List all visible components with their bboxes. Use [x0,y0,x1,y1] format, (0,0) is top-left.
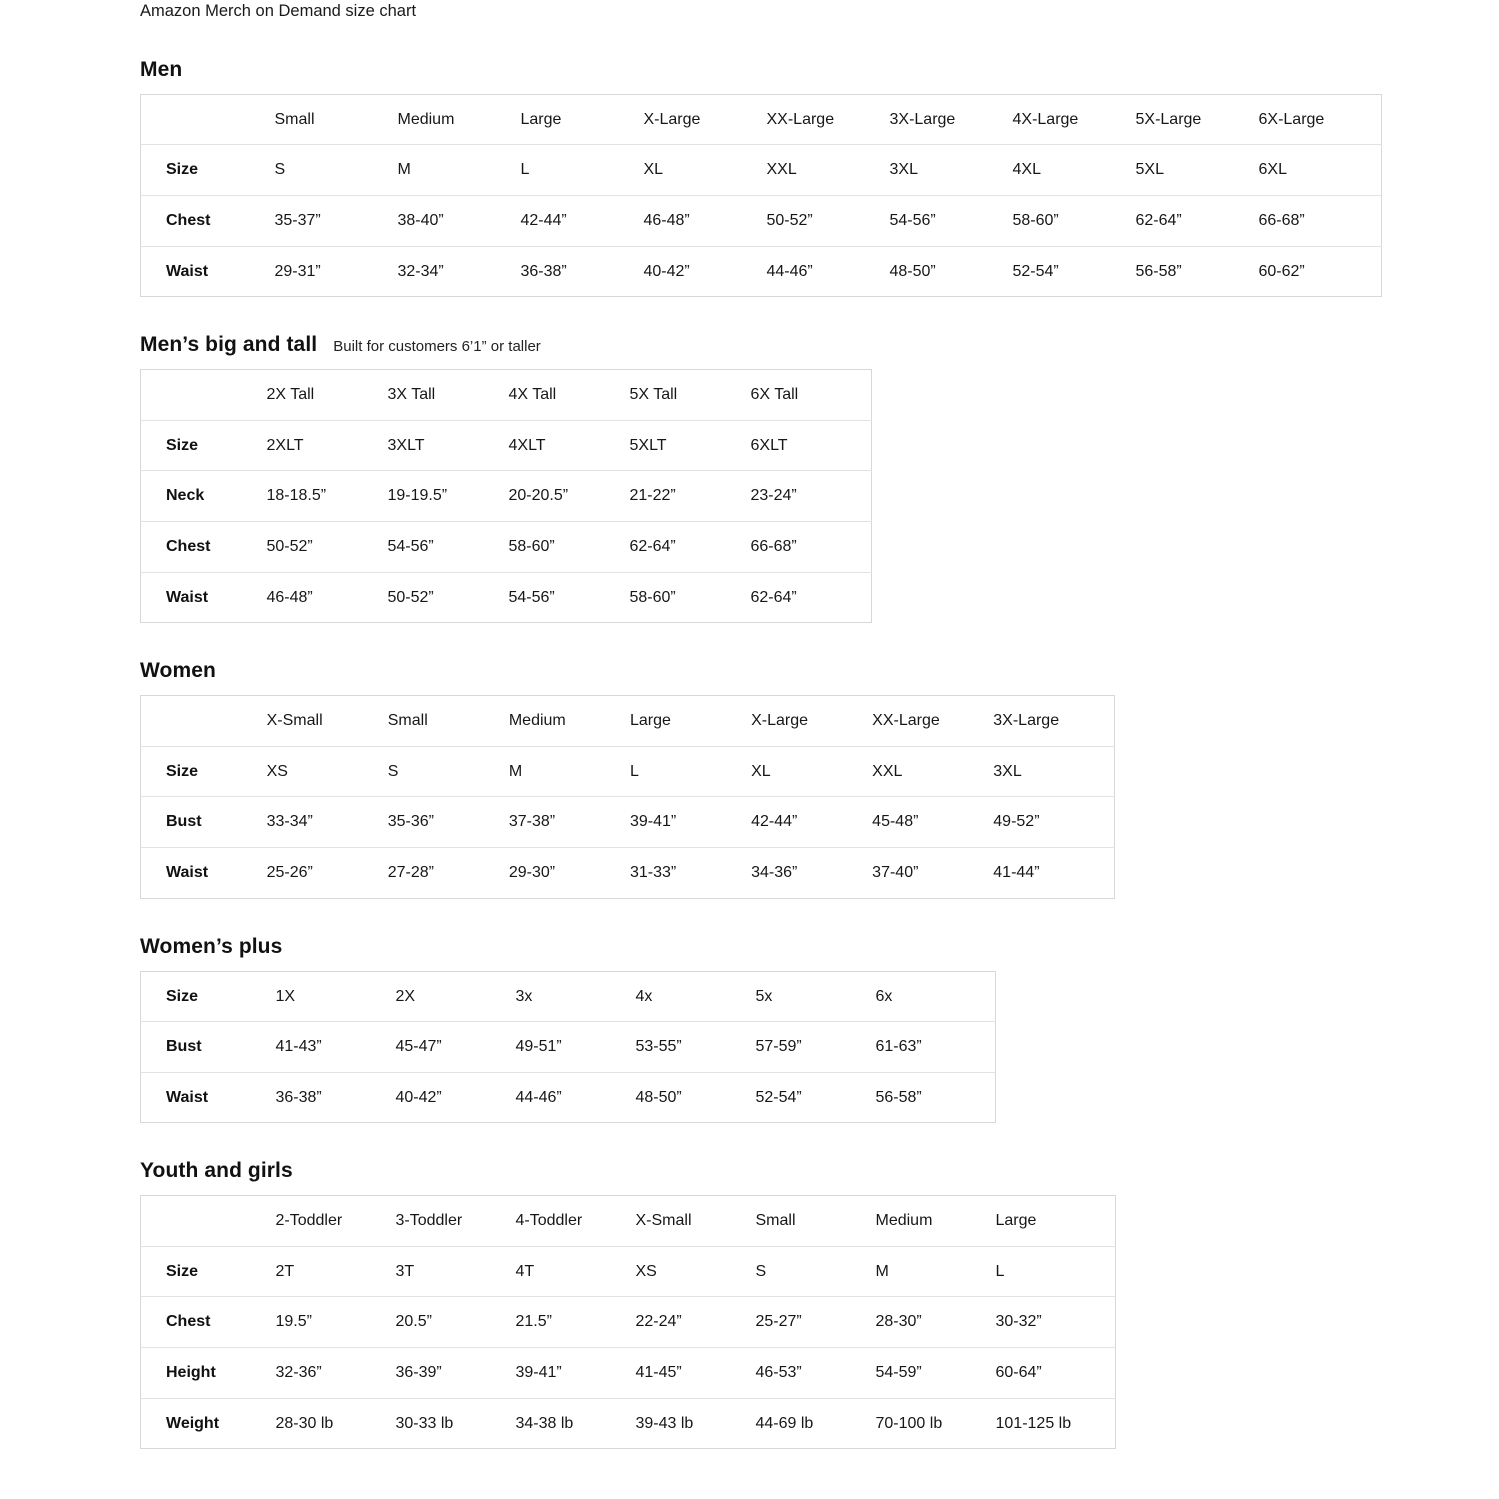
section-title-mens-big-and-tall: Men’s big and tall [140,333,318,357]
row-label: Neck [141,471,267,522]
table-cell: 37-38” [509,797,630,848]
column-header: 2X Tall [267,370,388,421]
column-header: X-Small [636,1196,756,1247]
empty-corner [141,1196,276,1247]
table-cell: XS [636,1246,756,1297]
column-header: 4-Toddler [516,1196,636,1247]
table-cell: 18-18.5” [267,471,388,522]
table-cell: 53-55” [636,1022,756,1073]
column-header: X-Small [267,696,388,747]
table-cell: 4XL [1013,145,1136,196]
empty-corner [141,696,267,747]
table-cell: XXL [872,746,993,797]
table-cell: 30-33 lb [396,1398,516,1449]
table-cell: L [521,145,644,196]
table-cell: 62-64” [1136,195,1259,246]
table-cell: 3XLT [388,420,509,471]
table-cell: 40-42” [396,1072,516,1123]
column-header: 3X-Large [993,696,1114,747]
table-row [141,246,1382,297]
table-cell: 38-40” [398,195,521,246]
table-cell: 36-38” [276,1072,396,1123]
table-cell: 34-38 lb [516,1398,636,1449]
column-header: XX-Large [872,696,993,747]
table-cell: 57-59” [756,1022,876,1073]
table-cell: 46-48” [267,572,388,623]
table-row [141,145,1382,196]
table-cell: 28-30 lb [276,1398,396,1449]
column-header: 3X Tall [388,370,509,421]
table-cell: 58-60” [509,521,630,572]
table-cell: 58-60” [1013,195,1136,246]
table-cell: 3x [516,971,636,1022]
table-cell: 46-53” [756,1348,876,1399]
table-cell: 3XL [993,746,1114,797]
section-header-youth-and-girls [140,1159,1499,1183]
table-cell: 19.5” [276,1297,396,1348]
column-header: Large [996,1196,1116,1247]
table-cell: 54-59” [876,1348,996,1399]
table-cell: 6x [876,971,996,1022]
column-header: Medium [509,696,630,747]
table-cell: 49-52” [993,797,1114,848]
table-cell: 60-64” [996,1348,1116,1399]
table-cell: 48-50” [636,1072,756,1123]
table-cell: 20-20.5” [509,471,630,522]
table-cell: 44-46” [516,1072,636,1123]
table-cell: 48-50” [890,246,1013,297]
table-cell: 32-36” [276,1348,396,1399]
table-cell: 62-64” [751,572,872,623]
table-cell: 35-37” [275,195,398,246]
table-cell: 54-56” [388,521,509,572]
table-cell: 3XL [890,145,1013,196]
table-cell: 101-125 lb [996,1398,1116,1449]
table-cell: 29-30” [509,847,630,898]
table-cell: 62-64” [630,521,751,572]
row-label: Size [141,746,267,797]
table-cell: 39-43 lb [636,1398,756,1449]
table-cell: 25-27” [756,1297,876,1348]
empty-corner [141,94,275,145]
table-cell: 39-41” [516,1348,636,1399]
table-cell: 44-69 lb [756,1398,876,1449]
table-cell: M [876,1246,996,1297]
table-cell: 54-56” [890,195,1013,246]
table-cell: 42-44” [521,195,644,246]
table-cell: 6XLT [751,420,872,471]
column-header: 4X-Large [1013,94,1136,145]
table-cell: 19-19.5” [388,471,509,522]
column-header: X-Large [751,696,872,747]
section-youth-and-girls [0,1159,1499,1449]
table-cell: 34-36” [751,847,872,898]
section-header-women [140,659,1499,683]
table-cell: 21.5” [516,1297,636,1348]
table-row [141,471,872,522]
size-table-youth-and-girls [140,1195,1116,1449]
table-header-row [141,696,1115,747]
table-cell: 2XLT [267,420,388,471]
table-cell: 2T [276,1246,396,1297]
section-note: Built for customers 6’1” or taller [333,338,541,356]
table-cell: 39-41” [630,797,751,848]
table-row [141,1297,1116,1348]
table-row [141,572,872,623]
table-cell: XL [751,746,872,797]
table-cell: 22-24” [636,1297,756,1348]
table-cell: 36-38” [521,246,644,297]
table-header-row [141,1196,1116,1247]
row-label: Size [141,145,275,196]
column-header: 5X-Large [1136,94,1259,145]
row-label: Waist [141,1072,276,1123]
table-header-row [141,94,1382,145]
section-header-womens-plus [140,935,1499,959]
table-cell: 61-63” [876,1022,996,1073]
table-cell: 70-100 lb [876,1398,996,1449]
table-row [141,521,872,572]
column-header: Medium [876,1196,996,1247]
row-label: Size [141,1246,276,1297]
column-header: X-Large [644,94,767,145]
table-cell: 54-56” [509,572,630,623]
column-header: Small [756,1196,876,1247]
page-title: Amazon Merch on Demand size chart [140,2,417,20]
table-cell: 4x [636,971,756,1022]
table-cell: 33-34” [267,797,388,848]
table-row [141,1246,1116,1297]
section-title-men: Men [140,57,183,81]
table-cell: 41-44” [993,847,1114,898]
row-label: Bust [141,797,267,848]
table-cell: 41-43” [276,1022,396,1073]
table-cell: 46-48” [644,195,767,246]
table-cell: 52-54” [756,1072,876,1123]
table-cell: 36-39” [396,1348,516,1399]
row-label: Chest [141,1297,276,1348]
table-row [141,1348,1116,1399]
table-cell: 5XL [1136,145,1259,196]
table-cell: 31-33” [630,847,751,898]
table-cell: 25-26” [267,847,388,898]
table-cell: XXL [767,145,890,196]
table-row [141,971,996,1022]
column-header: 6X Tall [751,370,872,421]
table-cell: 5x [756,971,876,1022]
table-cell: 50-52” [767,195,890,246]
table-cell: 29-31” [275,246,398,297]
size-table-mens-big-and-tall [140,369,872,623]
table-cell: S [756,1246,876,1297]
table-cell: 45-47” [396,1022,516,1073]
table-cell: 56-58” [876,1072,996,1123]
table-cell: 66-68” [1259,195,1382,246]
table-cell: S [275,145,398,196]
table-cell: 58-60” [630,572,751,623]
column-header: Small [388,696,509,747]
size-table-men [140,94,1382,297]
table-row [141,420,872,471]
table-cell: 45-48” [872,797,993,848]
table-cell: 23-24” [751,471,872,522]
table-cell: 42-44” [751,797,872,848]
section-title-women: Women [140,659,216,683]
column-header: 5X Tall [630,370,751,421]
table-cell: 28-30” [876,1297,996,1348]
table-row [141,746,1115,797]
row-label: Weight [141,1398,276,1449]
table-row [141,847,1115,898]
row-label: Height [141,1348,276,1399]
table-cell: 4T [516,1246,636,1297]
table-cell: 60-62” [1259,246,1382,297]
table-cell: 52-54” [1013,246,1136,297]
column-header: 6X-Large [1259,94,1382,145]
size-table-womens-plus [140,971,996,1124]
table-cell: 27-28” [388,847,509,898]
table-row [141,1398,1116,1449]
table-cell: 5XLT [630,420,751,471]
table-cell: 50-52” [388,572,509,623]
table-cell: L [630,746,751,797]
section-header-mens-big-and-tall [140,333,1499,357]
row-label: Chest [141,195,275,246]
table-cell: 49-51” [516,1022,636,1073]
column-header: 3-Toddler [396,1196,516,1247]
column-header: 2-Toddler [276,1196,396,1247]
section-womens-plus [0,935,1499,1124]
section-men [0,58,1499,297]
row-label: Waist [141,572,267,623]
table-row [141,1072,996,1123]
column-header: 4X Tall [509,370,630,421]
table-cell: 1X [276,971,396,1022]
row-label: Waist [141,246,275,297]
row-label: Chest [141,521,267,572]
row-label: Bust [141,1022,276,1073]
row-label: Size [141,420,267,471]
column-header: Large [630,696,751,747]
table-cell: 4XLT [509,420,630,471]
table-cell: 44-46” [767,246,890,297]
table-header-row [141,370,872,421]
section-mens-big-and-tall [0,333,1499,623]
table-cell: 2X [396,971,516,1022]
column-header: XX-Large [767,94,890,145]
column-header: Large [521,94,644,145]
section-women [0,659,1499,898]
row-label: Size [141,971,276,1022]
table-cell: 32-34” [398,246,521,297]
table-cell: 21-22” [630,471,751,522]
size-table-women [140,695,1115,898]
section-title-womens-plus: Women’s plus [140,934,283,958]
table-cell: XL [644,145,767,196]
section-header-men [140,58,1499,82]
table-cell: L [996,1246,1116,1297]
table-cell: 40-42” [644,246,767,297]
table-cell: 20.5” [396,1297,516,1348]
table-cell: 41-45” [636,1348,756,1399]
table-row [141,1022,996,1073]
table-cell: 37-40” [872,847,993,898]
table-cell: 30-32” [996,1297,1116,1348]
table-cell: XS [267,746,388,797]
table-cell: M [398,145,521,196]
column-header: Medium [398,94,521,145]
table-cell: 3T [396,1246,516,1297]
empty-corner [141,370,267,421]
table-cell: M [509,746,630,797]
table-cell: 66-68” [751,521,872,572]
table-row [141,797,1115,848]
table-cell: 35-36” [388,797,509,848]
table-cell: 6XL [1259,145,1382,196]
column-header: 3X-Large [890,94,1013,145]
table-cell: S [388,746,509,797]
table-row [141,195,1382,246]
column-header: Small [275,94,398,145]
row-label: Waist [141,847,267,898]
table-cell: 56-58” [1136,246,1259,297]
section-title-youth-and-girls: Youth and girls [140,1159,293,1183]
table-cell: 50-52” [267,521,388,572]
